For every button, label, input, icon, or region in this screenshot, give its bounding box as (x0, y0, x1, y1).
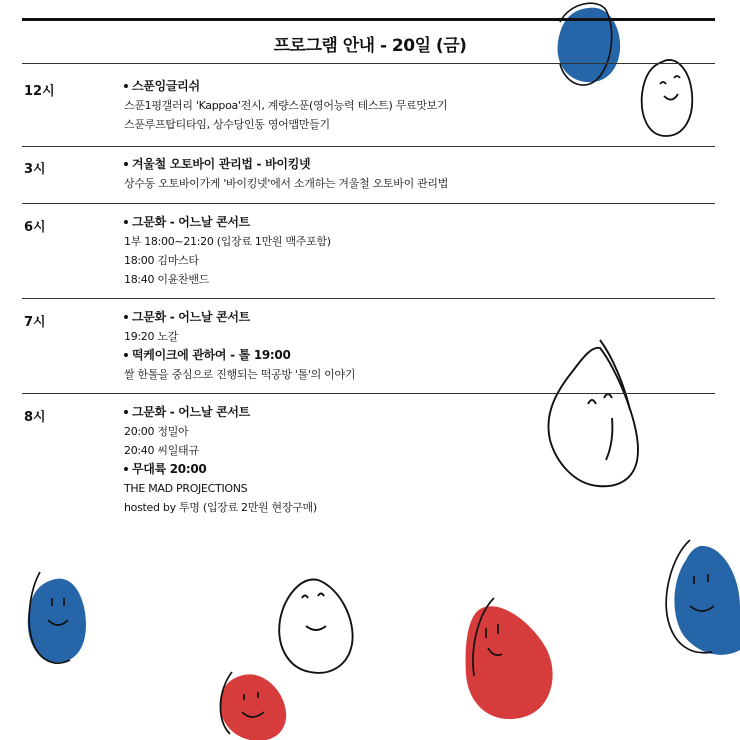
schedule-entry (124, 213, 564, 289)
time-label: 6시 (24, 220, 46, 235)
event-detail: 쌀 한톨을 중심으로 진행되는 떡공방 '톨'의 이야기 (124, 368, 356, 381)
bullet-icon (124, 410, 128, 414)
title-bottom-rule (22, 63, 715, 64)
event-title: 겨울철 오토바이 관리법 - 바이킹넷 (124, 155, 564, 174)
smiley-face-white-top-right (642, 60, 693, 136)
title-top-rule (22, 18, 715, 21)
bullet-icon (124, 84, 128, 88)
bullet-icon (124, 353, 128, 357)
smiley-face-left (29, 572, 70, 663)
event-title: 그문화 - 어느날 콘서트 (124, 308, 564, 327)
schedule-entry (124, 155, 564, 193)
event-detail: 20:00 정밀아 (124, 425, 189, 438)
time-label: 8시 (24, 410, 46, 425)
schedule-entry (124, 403, 564, 517)
blue-blob-right (674, 546, 740, 655)
event-detail: hosted by 투명 (입장료 2만원 현장구매) (124, 501, 317, 514)
event-title: 그문화 - 어느날 콘서트 (124, 403, 564, 422)
event-detail: 1부 18:00~21:20 (입장료 1만원 맥주포함) (124, 235, 331, 248)
event-detail: 20:40 씨일태규 (124, 444, 199, 457)
event-title: 무대륙 20:00 (124, 460, 564, 479)
red-blob-bottom (220, 674, 286, 740)
event-title: 스푼잉글리쉬 (124, 77, 564, 96)
time-label: 7시 (24, 315, 46, 330)
event-detail: 18:40 이윤찬밴드 (124, 273, 210, 286)
schedule-entry (124, 308, 564, 384)
event-detail: 스푼1평갤러리 'Kappoa'전시, 계량스푼(영어능력 테스트) 무료맛보기 (124, 99, 448, 112)
bullet-icon (124, 220, 128, 224)
time-label: 3시 (24, 162, 46, 177)
page-title: 프로그램 안내 - 20일 (금) (273, 36, 467, 56)
event-title: 떡케이크에 관하여 - 톨 19:00 (124, 346, 564, 365)
section-divider (22, 203, 715, 204)
smiley-face-white-center (279, 580, 352, 673)
event-detail: 19:20 노갈 (124, 330, 179, 343)
event-detail: 상수동 오토바이가게 '바이킹넷'에서 소개하는 겨울철 오토바이 관리법 (124, 177, 449, 190)
bullet-icon (124, 315, 128, 319)
section-divider (22, 298, 715, 299)
event-detail: 18:00 김마스타 (124, 254, 199, 267)
schedule-entry (124, 77, 564, 134)
event-detail: THE MAD PROJECTIONS (124, 482, 248, 495)
smiley-face-red (220, 672, 264, 734)
smiley-face-right (666, 540, 714, 653)
bullet-icon (124, 162, 128, 166)
event-title: 그문화 - 어느날 콘서트 (124, 213, 564, 232)
red-blob-large (466, 606, 553, 719)
section-divider (22, 393, 715, 394)
bullet-icon (124, 467, 128, 471)
time-label: 12시 (24, 84, 55, 99)
event-detail: 스푼루프탑티타임, 상수당인동 영어맵만들기 (124, 118, 330, 131)
blue-blob-left (28, 579, 86, 663)
smiley-face-red-large (473, 598, 502, 676)
section-divider (22, 146, 715, 147)
